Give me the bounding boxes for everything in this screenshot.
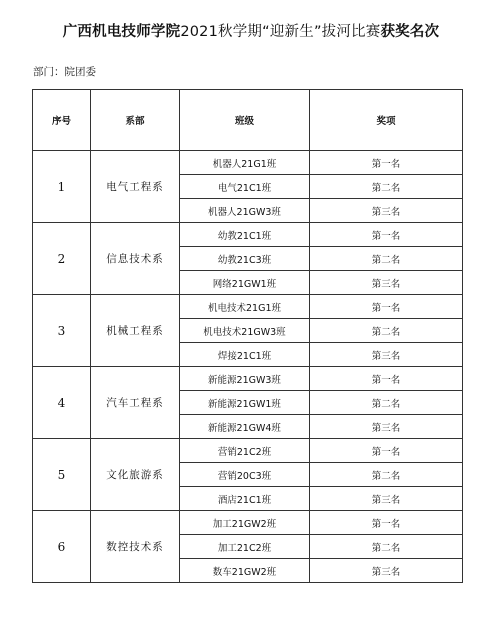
department-cell: 文化旅游系 [91,439,180,511]
award-cell: 第一名 [310,151,463,175]
class-cell: 数车21GW2班 [180,559,310,583]
seq-cell: 4 [33,367,91,439]
title-event: 2021秋学期“迎新生”拔河比赛 [180,24,381,40]
awards-table [32,89,463,583]
seq-cell: 6 [33,511,91,583]
award-cell: 第二名 [310,391,463,415]
title-suffix: 获奖名次 [380,24,440,40]
award-cell: 第三名 [310,487,463,511]
class-cell: 加工21GW2班 [180,511,310,535]
award-cell: 第三名 [310,559,463,583]
header-seq: 序号 [33,90,91,151]
table-row [33,223,463,247]
table-header-row [33,90,463,151]
table-row [33,151,463,175]
award-cell: 第二名 [310,175,463,199]
class-cell: 营销20C3班 [180,463,310,487]
class-cell: 机器人21GW3班 [180,199,310,223]
seq-cell: 2 [33,223,91,295]
award-cell: 第一名 [310,367,463,391]
class-cell: 网络21GW1班 [180,271,310,295]
page-title [0,20,502,41]
department-cell: 电气工程系 [91,151,180,223]
seq-cell: 1 [33,151,91,223]
award-cell: 第二名 [310,535,463,559]
department-cell: 数控技术系 [91,511,180,583]
table-row [33,295,463,319]
class-cell: 机电技术21GW3班 [180,319,310,343]
award-cell: 第二名 [310,319,463,343]
award-cell: 第三名 [310,271,463,295]
class-cell: 机器人21G1班 [180,151,310,175]
class-cell: 幼教21C1班 [180,223,310,247]
department-cell: 汽车工程系 [91,367,180,439]
award-cell: 第三名 [310,199,463,223]
award-cell: 第一名 [310,511,463,535]
award-cell: 第二名 [310,463,463,487]
seq-cell: 3 [33,295,91,367]
seq-cell: 5 [33,439,91,511]
class-cell: 电气21C1班 [180,175,310,199]
class-cell: 新能源21GW3班 [180,367,310,391]
class-cell: 营销21C2班 [180,439,310,463]
table-row [33,511,463,535]
department-line: 部门：院团委 [33,66,96,78]
class-cell: 幼教21C3班 [180,247,310,271]
header-department: 系部 [91,90,180,151]
award-cell: 第三名 [310,343,463,367]
award-cell: 第一名 [310,439,463,463]
class-cell: 焊接21C1班 [180,343,310,367]
award-cell: 第一名 [310,223,463,247]
table-row [33,439,463,463]
header-award: 奖项 [310,90,463,151]
department-cell: 机械工程系 [91,295,180,367]
class-cell: 机电技术21G1班 [180,295,310,319]
table-row [33,367,463,391]
department-cell: 信息技术系 [91,223,180,295]
title-school: 广西机电技师学院 [62,24,181,40]
class-cell: 加工21C2班 [180,535,310,559]
header-class: 班级 [180,90,310,151]
award-cell: 第一名 [310,295,463,319]
class-cell: 酒店21C1班 [180,487,310,511]
award-cell: 第三名 [310,415,463,439]
class-cell: 新能源21GW4班 [180,415,310,439]
class-cell: 新能源21GW1班 [180,391,310,415]
award-cell: 第二名 [310,247,463,271]
